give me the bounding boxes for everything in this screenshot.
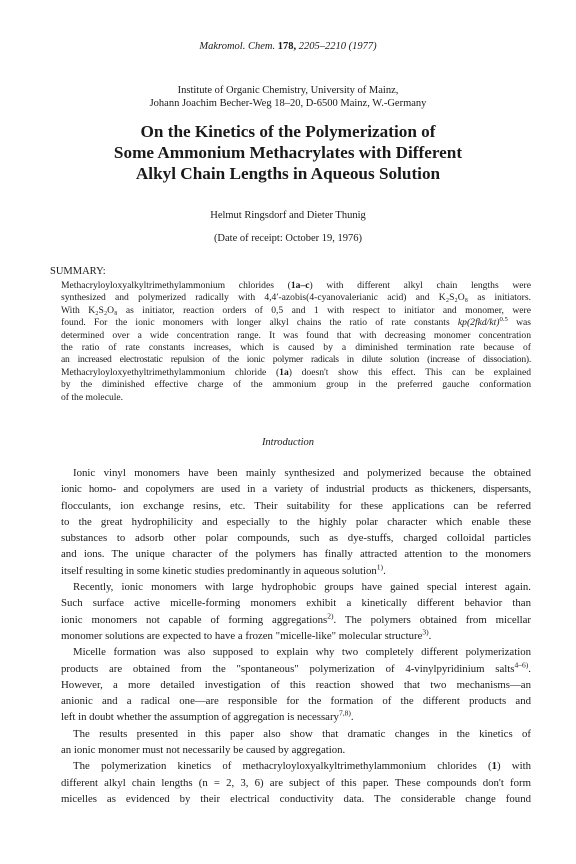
summary-line: by the diminished effective charge of the ammonium group in the preferred gauche conformation [61,379,531,391]
title-line: Alkyl Chain Lengths in Aqueous Solution [135,164,441,183]
affiliation [0,84,576,110]
body-line: monomer solutions are expected to have a frozen "micelle-like" molecular structure$^{3)}$. [61,627,432,642]
body-line: flocculants, ion exchange resins, etc. Their suitability for these applications can be referred [61,499,531,512]
body-line: to the great hydrophilicity and especially to the highly polar character which enable these [61,515,531,528]
body-line: micelles as evidenced by their electrical conductivity data. The considerable change found [61,792,531,805]
body-line: products are obtained from the "spontaneous" polymerization of 4-vinylpyridinium salts$^{4-6)}$. [61,659,531,675]
introduction-text [61,465,531,807]
body-line: Such surface active micelle-forming monomers exhibit a kinetically different behavior than [61,597,531,610]
body-line: and ions. The unique character of the polymers has finally attracted attention to the monomers [61,548,531,561]
affiliation-line: Johann Joachim Becher-Weg 18–20, D-6500 Mainz, W.-Germany [149,98,427,109]
summary-line: synthesized and polymerized radically with 4,4′-azobis(4-cyanovalerianic acid) and K₂S₂O₈ as initiators. [61,292,531,304]
summary-line: Methacryloyloxyethyltrimethylammonium chloride (1a) doesn't show this effect. This can be explained [61,366,531,378]
body-line: ionic homo- and copolymers are used in a variety of industrial products as thickeners, dispersants, [61,483,531,496]
receipt-date: (Date of receipt: October 19, 1976) [213,233,363,244]
body-line: However, a more detailed investigation of this reaction showed that two mechanisms—an [61,678,531,691]
summary-line: Methacryloyloxyalkyltrimethylammonium chlorides (1a–c) with different alkyl chain lengths were [61,280,531,291]
section-heading-introduction: Introduction [261,437,315,448]
summary-text [61,280,531,404]
body-line: anionic and a radical one—are responsible for the formation of the different products and [61,695,531,708]
summary-line: the ratio of rate constants increases, which is caused by a diminished termination rate because of [61,342,531,354]
body-line: Ionic vinyl monomers have been mainly synthesized and polymerized because the obtained [73,467,531,479]
paper-title [0,121,576,184]
body-line: substances to adsorb other polar compounds, such as dye-stuffs, charged colloidal particles [61,532,531,545]
summary-line: With K₂S₂O₈ as initiator, reaction orders of 0,5 and 1 with respect to initiator and monomer, were [61,304,531,316]
journal-citation [0,41,576,52]
summary-line: found. For the ionic monomers with longer alkyl chains the ratio of rate constants $kp(2fkd/kt)^{0.5}$ was [61,316,531,329]
body-line: left in doubt whether the assumption of aggregation is necessary$^{7,8)}$. [61,708,354,724]
summary-line: an increased electrostatic repulsion of the ionic polymer radicals in dilute solution (increase of dissociation). [61,354,531,366]
body-line: different alkyl chain lengths (n = 2, 3, 6) are subject of this paper. These compounds don't form [61,776,531,789]
body-line: Recently, ionic monomers with large hydrophobic groups have gained special interest again. [73,581,531,594]
body-line: The polymerization kinetics of methacryloyloxyalkyltrimethylammonium chlorides (1) with [73,760,531,773]
summary-line: of the molecule. [61,391,124,403]
journal-pages: 2205–2210 (1977) [298,41,377,52]
journal-name: Makromol. Chem. [199,41,276,52]
affiliation-line: Institute of Organic Chemistry, University of Mainz, [177,85,399,96]
journal-volume: 178, [277,41,297,52]
title-line: On the Kinetics of the Polymerization of [140,122,436,141]
body-line: Micelle formation was also supposed to explain why two completely different polymerization [73,646,531,659]
summary-heading: SUMMARY: [50,266,106,277]
authors: Helmut Ringsdorf and Dieter Thunig [210,210,366,221]
summary-line: determined over a wide concentration range. It was found that with decreasing monomer concentration [61,329,531,341]
body-line: The results presented in this paper also show that dramatic changes in the kinetics of [73,727,531,740]
body-line: ionic monomers not capable of forming aggregations$^{2)}$. The polymers obtained from micellar [61,611,531,626]
title-line: Some Ammonium Methacrylates with Different [113,143,463,162]
body-line: an ionic monomer must not necessarily be caused by aggregation. [61,744,346,757]
body-line: itself resulting in some kinetic studies predominantly in aqueous solution$^{1)}$. [61,562,386,577]
